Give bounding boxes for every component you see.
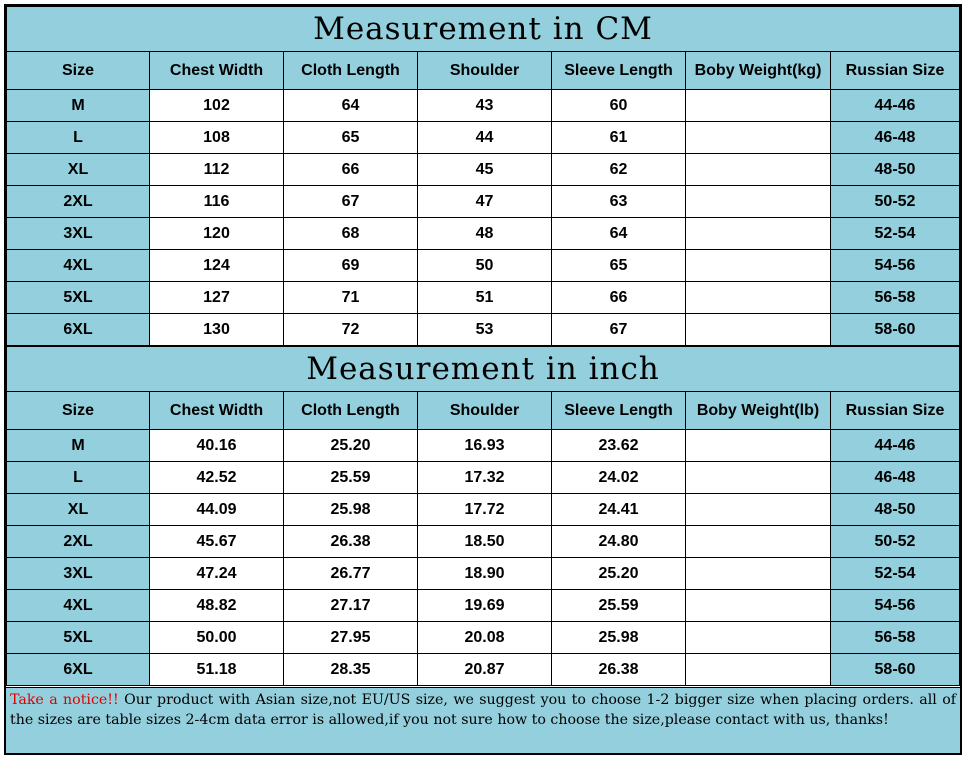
column-header: Cloth Length <box>284 392 418 430</box>
size-cell: 6XL <box>7 314 150 346</box>
measurement-cell: 69 <box>284 250 418 282</box>
section-title: Measurement in inch <box>7 347 960 392</box>
column-header: Chest Width <box>150 392 284 430</box>
measurement-cell <box>686 590 831 622</box>
column-header: Boby Weight(lb) <box>686 392 831 430</box>
measurement-cell <box>686 282 831 314</box>
measurement-cell: 23.62 <box>552 430 686 462</box>
size-cell: M <box>7 430 150 462</box>
size-cell: L <box>7 462 150 494</box>
column-header: Boby Weight(kg) <box>686 52 831 90</box>
measurement-cell: 64 <box>284 90 418 122</box>
size-cell: 4XL <box>7 250 150 282</box>
measurement-cell: 25.98 <box>284 494 418 526</box>
measurement-cell: 25.98 <box>552 622 686 654</box>
notice-highlight: Take a notice!! <box>10 692 119 708</box>
measurement-cell: 44 <box>418 122 552 154</box>
measurement-cell: 120 <box>150 218 284 250</box>
measurement-cell: 26.77 <box>284 558 418 590</box>
russian-size-cell: 58-60 <box>831 654 960 686</box>
measurement-cell: 20.87 <box>418 654 552 686</box>
measurement-cell: 16.93 <box>418 430 552 462</box>
measurement-cell: 42.52 <box>150 462 284 494</box>
russian-size-cell: 44-46 <box>831 430 960 462</box>
measurement-cell <box>686 314 831 346</box>
measurement-cell: 17.32 <box>418 462 552 494</box>
table-row <box>7 654 960 686</box>
measurement-cell: 28.35 <box>284 654 418 686</box>
measurement-cell <box>686 622 831 654</box>
column-header: Russian Size <box>831 392 960 430</box>
size-cell: 5XL <box>7 282 150 314</box>
measurement-cell <box>686 250 831 282</box>
table-row <box>7 314 960 346</box>
measurement-cell: 51 <box>418 282 552 314</box>
measurement-cell: 48 <box>418 218 552 250</box>
russian-size-cell: 56-58 <box>831 282 960 314</box>
size-cell: XL <box>7 154 150 186</box>
table-row <box>7 590 960 622</box>
measurement-cell: 53 <box>418 314 552 346</box>
measurement-cell: 67 <box>552 314 686 346</box>
column-header: Sleeve Length <box>552 52 686 90</box>
column-header: Russian Size <box>831 52 960 90</box>
size-cell: 3XL <box>7 218 150 250</box>
measurement-cell: 67 <box>284 186 418 218</box>
russian-size-cell: 52-54 <box>831 218 960 250</box>
table-row <box>7 558 960 590</box>
measurement-cell <box>686 430 831 462</box>
table-row <box>7 622 960 654</box>
russian-size-cell: 50-52 <box>831 526 960 558</box>
measurement-cell: 65 <box>552 250 686 282</box>
measurement-cell: 63 <box>552 186 686 218</box>
measurement-cell <box>686 462 831 494</box>
measurement-cell: 72 <box>284 314 418 346</box>
measurement-cell <box>686 90 831 122</box>
measurement-cell: 26.38 <box>284 526 418 558</box>
russian-size-cell: 52-54 <box>831 558 960 590</box>
inch-size-table <box>6 346 960 686</box>
table-row <box>7 250 960 282</box>
cm-size-table <box>6 6 960 346</box>
measurement-cell <box>686 654 831 686</box>
measurement-cell: 25.59 <box>552 590 686 622</box>
size-cell: 5XL <box>7 622 150 654</box>
measurement-cell: 24.41 <box>552 494 686 526</box>
russian-size-cell: 56-58 <box>831 622 960 654</box>
size-chart <box>4 4 962 755</box>
measurement-cell: 40.16 <box>150 430 284 462</box>
table-row <box>7 430 960 462</box>
measurement-cell: 124 <box>150 250 284 282</box>
measurement-cell: 24.02 <box>552 462 686 494</box>
russian-size-cell: 54-56 <box>831 250 960 282</box>
column-header: Cloth Length <box>284 52 418 90</box>
measurement-cell: 27.95 <box>284 622 418 654</box>
table-row <box>7 494 960 526</box>
column-header: Shoulder <box>418 392 552 430</box>
measurement-cell: 68 <box>284 218 418 250</box>
table-row <box>7 218 960 250</box>
russian-size-cell: 46-48 <box>831 462 960 494</box>
measurement-cell: 18.90 <box>418 558 552 590</box>
measurement-cell: 25.20 <box>552 558 686 590</box>
measurement-cell: 47 <box>418 186 552 218</box>
table-row <box>7 282 960 314</box>
table-row <box>7 90 960 122</box>
column-header: Chest Width <box>150 52 284 90</box>
measurement-cell: 47.24 <box>150 558 284 590</box>
russian-size-cell: 44-46 <box>831 90 960 122</box>
section-title: Measurement in CM <box>7 7 960 52</box>
measurement-cell: 62 <box>552 154 686 186</box>
measurement-cell: 24.80 <box>552 526 686 558</box>
table-row <box>7 526 960 558</box>
measurement-cell: 71 <box>284 282 418 314</box>
measurement-cell: 25.20 <box>284 430 418 462</box>
measurement-cell <box>686 494 831 526</box>
measurement-cell: 112 <box>150 154 284 186</box>
measurement-cell: 127 <box>150 282 284 314</box>
measurement-cell: 20.08 <box>418 622 552 654</box>
measurement-cell: 27.17 <box>284 590 418 622</box>
measurement-cell: 50 <box>418 250 552 282</box>
measurement-cell: 102 <box>150 90 284 122</box>
measurement-cell: 50.00 <box>150 622 284 654</box>
measurement-cell <box>686 122 831 154</box>
measurement-cell: 130 <box>150 314 284 346</box>
table-row <box>7 186 960 218</box>
size-cell: L <box>7 122 150 154</box>
russian-size-cell: 58-60 <box>831 314 960 346</box>
measurement-cell: 108 <box>150 122 284 154</box>
measurement-cell: 48.82 <box>150 590 284 622</box>
measurement-cell: 44.09 <box>150 494 284 526</box>
russian-size-cell: 48-50 <box>831 154 960 186</box>
table-row <box>7 154 960 186</box>
size-cell: M <box>7 90 150 122</box>
measurement-cell <box>686 154 831 186</box>
measurement-cell: 51.18 <box>150 654 284 686</box>
size-notice <box>6 687 960 753</box>
measurement-cell: 64 <box>552 218 686 250</box>
size-cell: 2XL <box>7 186 150 218</box>
size-cell: 2XL <box>7 526 150 558</box>
notice-text: Our product with Asian size,not EU/US size, we suggest you to choose 1-2 bigger size when placing orders. all of the sizes are table sizes 2-4cm data error is allowed,if you not sure how to choose the size,please contact with us, thanks! <box>10 692 956 728</box>
measurement-cell: 19.69 <box>418 590 552 622</box>
measurement-cell: 26.38 <box>552 654 686 686</box>
measurement-cell: 60 <box>552 90 686 122</box>
measurement-cell: 25.59 <box>284 462 418 494</box>
size-cell: 6XL <box>7 654 150 686</box>
measurement-cell: 65 <box>284 122 418 154</box>
column-header: Shoulder <box>418 52 552 90</box>
table-row <box>7 462 960 494</box>
measurement-cell: 66 <box>284 154 418 186</box>
size-cell: XL <box>7 494 150 526</box>
russian-size-cell: 46-48 <box>831 122 960 154</box>
column-header: Sleeve Length <box>552 392 686 430</box>
russian-size-cell: 48-50 <box>831 494 960 526</box>
measurement-cell <box>686 526 831 558</box>
measurement-cell: 116 <box>150 186 284 218</box>
measurement-cell: 45 <box>418 154 552 186</box>
russian-size-cell: 54-56 <box>831 590 960 622</box>
measurement-cell <box>686 558 831 590</box>
column-header: Size <box>7 392 150 430</box>
table-row <box>7 122 960 154</box>
measurement-cell <box>686 186 831 218</box>
column-header: Size <box>7 52 150 90</box>
measurement-cell: 61 <box>552 122 686 154</box>
russian-size-cell: 50-52 <box>831 186 960 218</box>
measurement-cell: 45.67 <box>150 526 284 558</box>
measurement-cell: 18.50 <box>418 526 552 558</box>
measurement-cell: 43 <box>418 90 552 122</box>
measurement-cell <box>686 218 831 250</box>
measurement-cell: 66 <box>552 282 686 314</box>
size-cell: 4XL <box>7 590 150 622</box>
measurement-cell: 17.72 <box>418 494 552 526</box>
size-cell: 3XL <box>7 558 150 590</box>
